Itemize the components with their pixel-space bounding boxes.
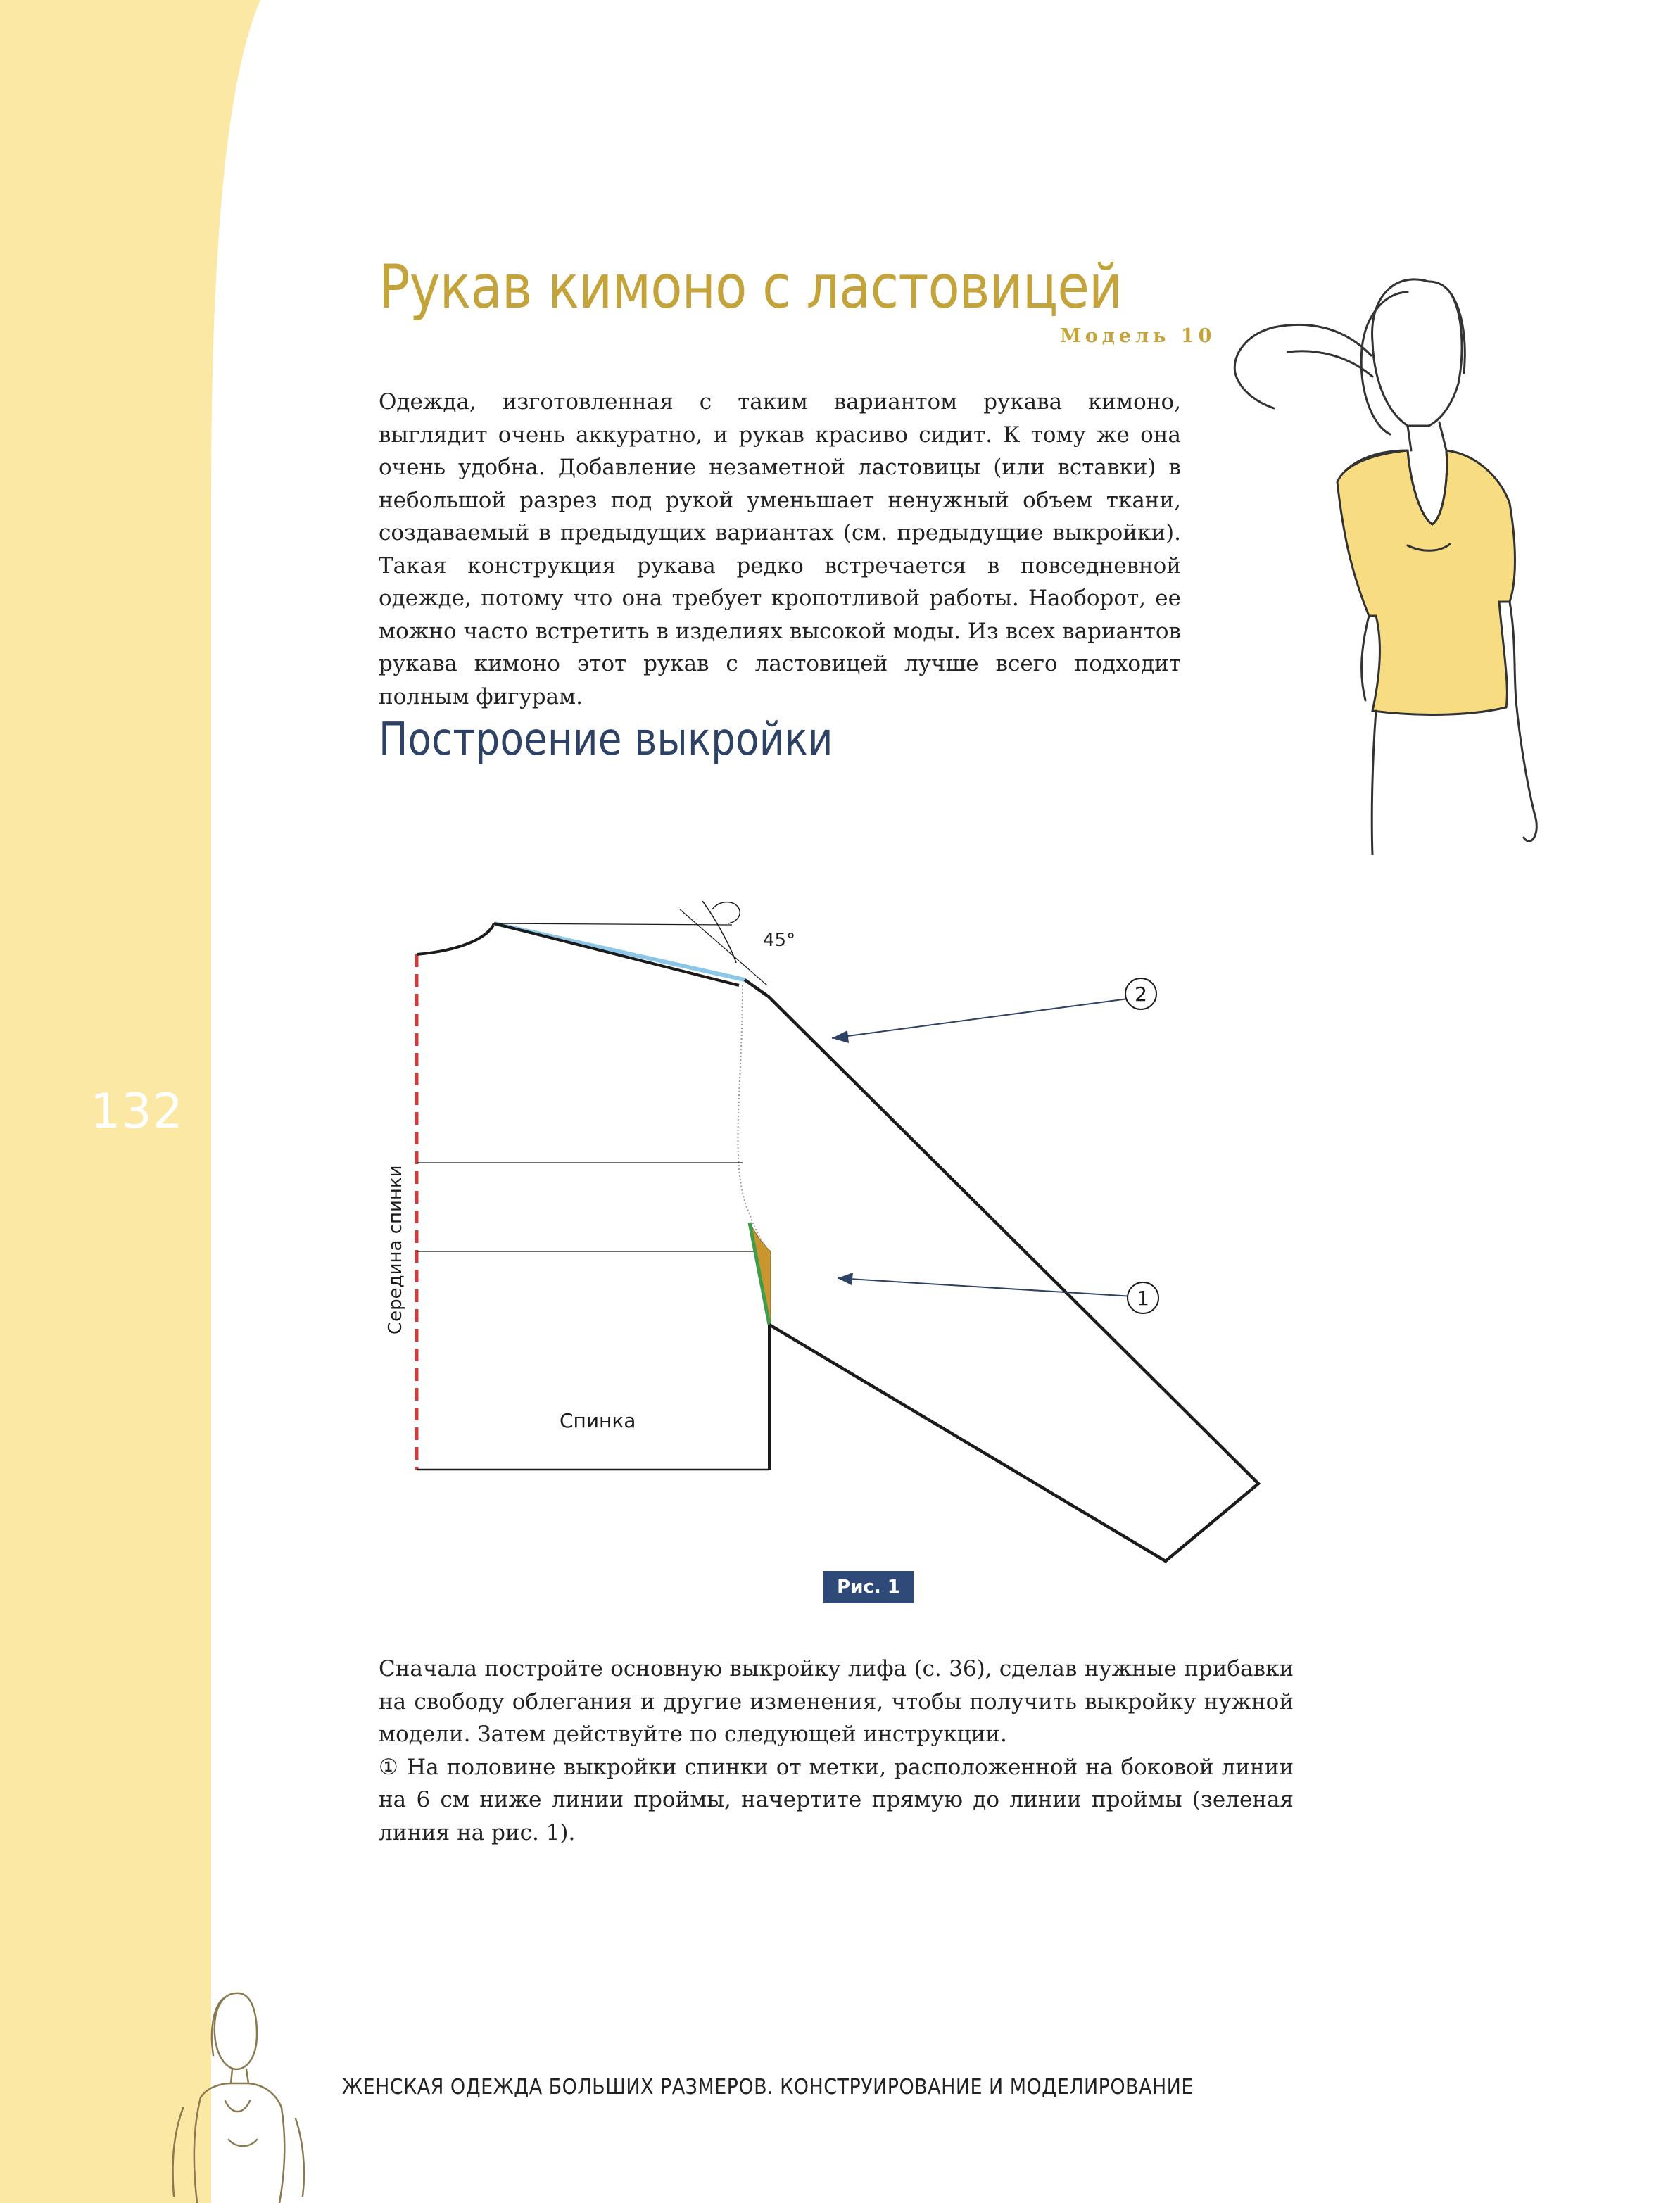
- intro-paragraph: Одежда, изготовленная с таким вариантом рукава кимоно, выглядит очень аккуратно, и рукав красиво сидит. К тому же она очень удобна. Добавление незаметной ластовицы (или вставки) в небольшой разрез под рукой уменьшает ненужный объем ткани, создаваемый в предыдущих вариантах (см. предыдущие выкройки). Такая конструкция рукава редко встречается в повседневной одежде, потому что она требует кропотливой работы. Наоборот, ее можно часто встретить в изделиях высокой моды. Из всех вариантов рукава кимоно этот рукав с ластовицей лучше всего подходит полным фигурам.: [379, 389, 1181, 709]
- instructions-paragraph: Сначала постройте основную выкройку лифа (с. 36), сделав нужные прибавки на свободу облегания и другие изменения, чтобы получить выкройку нужной модели. Затем действуйте по следующей инструкции.: [379, 1656, 1294, 1747]
- angle-label: 45°: [763, 930, 796, 951]
- back-neckline: [417, 923, 494, 954]
- page-title: Рукав кимоно с ластовицей: [379, 252, 1123, 322]
- figure-label: Рис. 1: [823, 1571, 914, 1603]
- footer-figure-illustration: [158, 1985, 327, 2203]
- step-1-marker: ①: [379, 1754, 400, 1780]
- instructions-block: [379, 1653, 1294, 1849]
- callout-1-label: 1: [1137, 1287, 1149, 1310]
- callout-1-arrowhead: [838, 1273, 853, 1285]
- model-illustration: [1196, 250, 1591, 855]
- callout-2-arrowhead: [832, 1030, 849, 1043]
- callout-1-leader: [838, 1278, 1133, 1296]
- callout-2-leader: [832, 998, 1133, 1038]
- section-subtitle: Построение выкройки: [379, 714, 833, 766]
- pattern-diagram: [366, 880, 1281, 1584]
- step-1: [379, 1751, 1294, 1850]
- armhole-curve: [738, 985, 769, 1253]
- page-number: 132: [90, 1084, 184, 1140]
- shoulder-line: [494, 923, 739, 985]
- compass-arc: [712, 902, 740, 923]
- footer-book-title: ЖЕНСКАЯ ОДЕЖДА БОЛЬШИХ РАЗМЕРОВ. КОНСТРУИРОВАНИЕ И МОДЕЛИРОВАНИЕ: [342, 2075, 1194, 2100]
- kimono-sleeve-outline: [745, 980, 1258, 1561]
- model-label: Модель 10: [1060, 325, 1216, 347]
- step-1-text: На половине выкройки спинки от метки, расположенной на боковой линии на 6 см ниже линии проймы, начертите прямую до линии проймы (зеленая линия на рис. 1).: [379, 1754, 1294, 1845]
- back-piece-label: Спинка: [560, 1409, 636, 1432]
- center-back-label: Середина спинки: [385, 1165, 406, 1334]
- callout-2-label: 2: [1135, 983, 1147, 1006]
